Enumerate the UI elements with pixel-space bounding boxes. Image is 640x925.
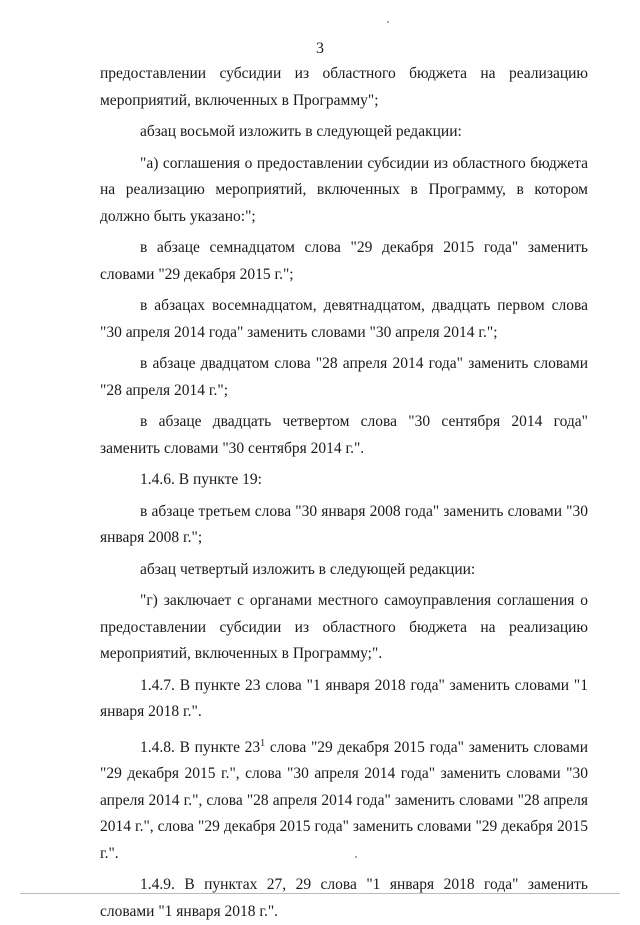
paragraph-13-start: 1.4.8. В пункте 23 <box>140 738 261 756</box>
paragraph-3: "а) соглашения о предоставлении субсидии из областного бюджета на реализацию мероприятий, включенных в Программу, в котором должно быть указано:"; <box>100 154 588 225</box>
paragraph-12: 1.4.7. В пункте 23 слова "1 января 2018 года" заменить словами "1 января 2018 г.". <box>100 676 588 720</box>
paragraph-6: в абзаце двадцатом слова "28 апреля 2014 года" заменить словами "28 апреля 2014 г."; <box>100 355 588 399</box>
scan-edge-line <box>20 893 620 894</box>
paragraph-8: 1.4.6. В пункте 19: <box>140 471 262 488</box>
paragraph-7: в абзаце двадцать четвертом слова "30 сентября 2014 года" заменить словами "30 сентября 2014 г.". <box>100 413 588 457</box>
paragraph-9: в абзаце третьем слова "30 января 2008 года" заменить словами "30 января 2008 г."; <box>100 502 588 546</box>
paragraph-5: в абзацах восемнадцатом, девятнадцатом, двадцать первом слова "30 апреля 2014 года" заменить словами "30 апреля 2014 г."; <box>100 297 588 341</box>
paragraph-4: в абзаце семнадцатом слова "29 декабря 2015 года" заменить словами "29 декабря 2015 г."; <box>100 239 588 283</box>
scan-dot <box>387 21 389 23</box>
document-body <box>100 61 588 925</box>
scan-dot <box>355 856 357 858</box>
paragraph-14: 1.4.9. В пунктах 27, 29 слова "1 января 2018 года" заменить словами "1 января 2018 г.". <box>100 876 588 920</box>
paragraph-11: "г) заключает с органами местного самоуправления соглашения о предоставлении субсидии из областного бюджета на реализацию мероприятий, включенных в Программу;". <box>100 592 588 662</box>
paragraph-1: предоставлении субсидии из областного бюджета на реализацию мероприятий, включенных в Программу"; <box>100 65 588 109</box>
paragraph-10: абзац четвертый изложить в следующей редакции: <box>140 560 476 578</box>
paragraph-13 <box>100 731 588 868</box>
page-number: 3 <box>316 40 324 57</box>
paragraph-13-end: слова "29 декабря 2015 года" заменить словами "29 декабря 2015 г.", слова "30 апреля 2014 года" заменить словами "30 апреля 2014 г.", слова "28 апреля 2014 года" заменить словами "28 апреля 2014 г.", слова "29 декабря 2015 года" заменить словами "29 декабря 2015 г.". <box>100 738 588 862</box>
paragraph-2: абзац восьмой изложить в следующей редакции: <box>140 123 462 140</box>
superscript: 1 <box>260 737 266 749</box>
